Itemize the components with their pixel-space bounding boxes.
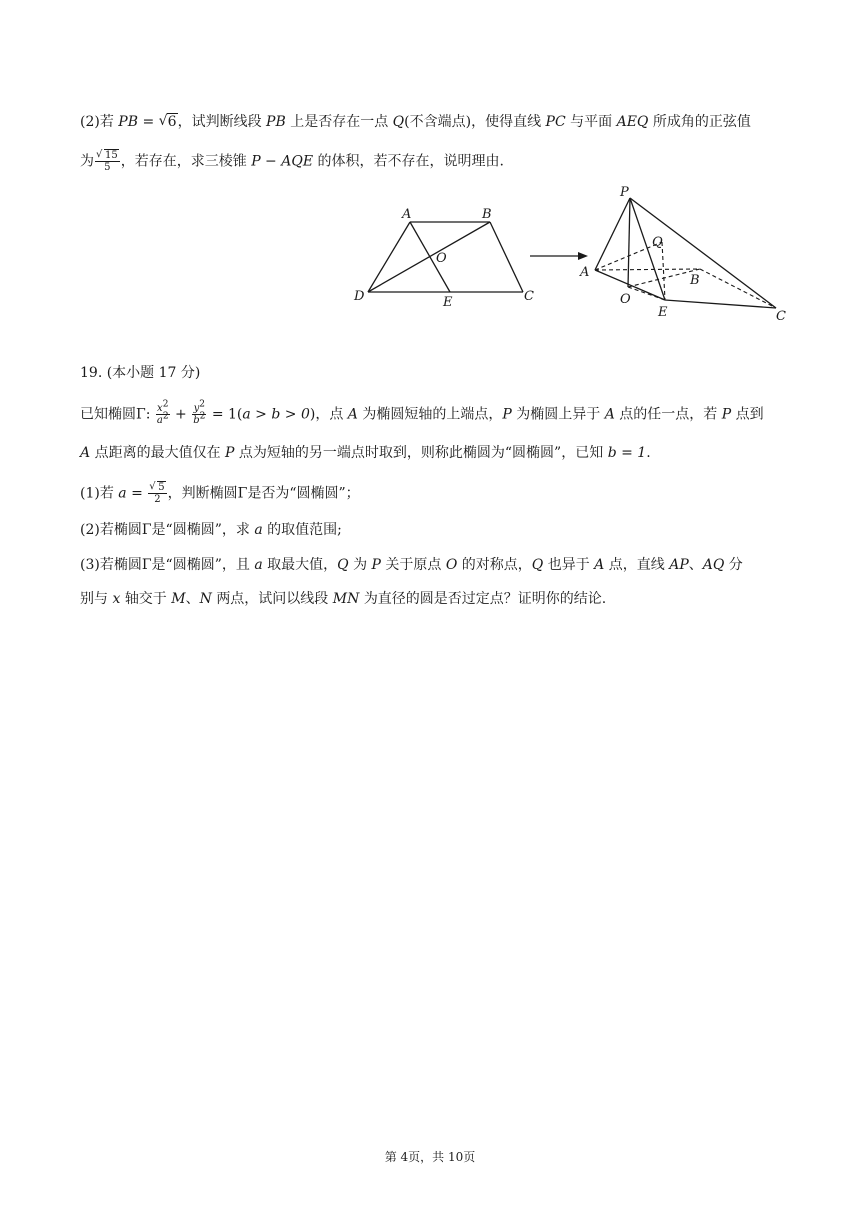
pyramid-edge-pc	[630, 198, 776, 308]
arrow-head	[578, 252, 588, 260]
q18-part2-line2: 为 √ 15 5 ，若存在，求三棱锥 P − AQE 的体积，若不存在，说明理由.	[80, 149, 504, 173]
diagonal-db	[368, 222, 490, 292]
pyramid-edge-pa	[595, 198, 630, 270]
q19-sub1: (1)若 a = √ 5 2 ，判断椭圆Γ是否为“圆椭圆”；	[80, 481, 360, 505]
fraction-y2-over-b2: $\frac{y^2}{b^2}$	[193, 399, 206, 426]
label-left-e: E	[443, 295, 453, 310]
trapezoid-edge-bc	[490, 222, 523, 292]
fraction-sqrt5-over-2: √ 5 2	[149, 481, 165, 505]
trapezoid-edge-ad	[368, 222, 410, 292]
geometry-figure	[0, 180, 860, 340]
pyramid-edge-ec	[665, 300, 776, 308]
pyramid-dashed-ab	[595, 269, 700, 270]
fraction-sqrt15-over-5: √ 15 5	[96, 149, 118, 173]
pyramid-edge-po	[628, 198, 630, 287]
label-left-d: D	[354, 289, 365, 304]
q19-header: 19. (本小题 17 分)	[80, 365, 201, 381]
q19-line1: 已知椭圆Γ: $\frac{x^2}{a^2}$ + $\frac{y^2}{b^2}$ = 1(a > b > 0)，点 A 为椭圆短轴的上端点，P 为椭圆上异于 A 点的任一点，若 P 点到	[80, 399, 764, 426]
page-footer: 第 4页，共 10页	[384, 1150, 476, 1164]
label-right-b: B	[690, 273, 700, 288]
label-right-e: E	[658, 305, 668, 320]
label-right-a: A	[580, 265, 590, 280]
q19-sub2: (2)若椭圆Γ是“圆椭圆”，求 a 的取值范围;	[80, 522, 342, 538]
label-left-b: B	[482, 207, 492, 222]
q19-sub3-cont: 别与 x 轴交于 M、N 两点，试问以线段 MN 为直径的圆是否过定点？证明你的结论.	[80, 591, 607, 607]
label-right-q: Q	[652, 235, 663, 250]
q18-part2-line1: (2)若 PB = √ 6，试判断线段 PB 上是否存在一点 Q(不含端点)，使得直线 PC 与平面 AEQ 所成角的正弦值	[80, 113, 751, 130]
label-right-p: P	[620, 185, 629, 200]
label-left-c: C	[524, 289, 534, 304]
label-left-o: O	[436, 251, 447, 266]
pyramid-dashed-bc	[700, 269, 776, 308]
q19-line2: A 点距离的最大值仅在 P 点为短轴的另一端点时取到，则称此椭圆为“圆椭圆”，已知 b = 1.	[80, 445, 651, 461]
fraction-x2-over-a2: $\frac{x^2}{a^2}$	[156, 399, 169, 426]
sqrt-6: √ 6	[158, 113, 177, 130]
label-left-a: A	[402, 207, 412, 222]
label-right-o: O	[620, 292, 631, 307]
q19-sub3: (3)若椭圆Γ是“圆椭圆”，且 a 取最大值，Q 为 P 关于原点 O 的对称点，Q 也异于 A 点，直线 AP、AQ 分	[80, 557, 743, 573]
label-right-c: C	[776, 309, 786, 324]
